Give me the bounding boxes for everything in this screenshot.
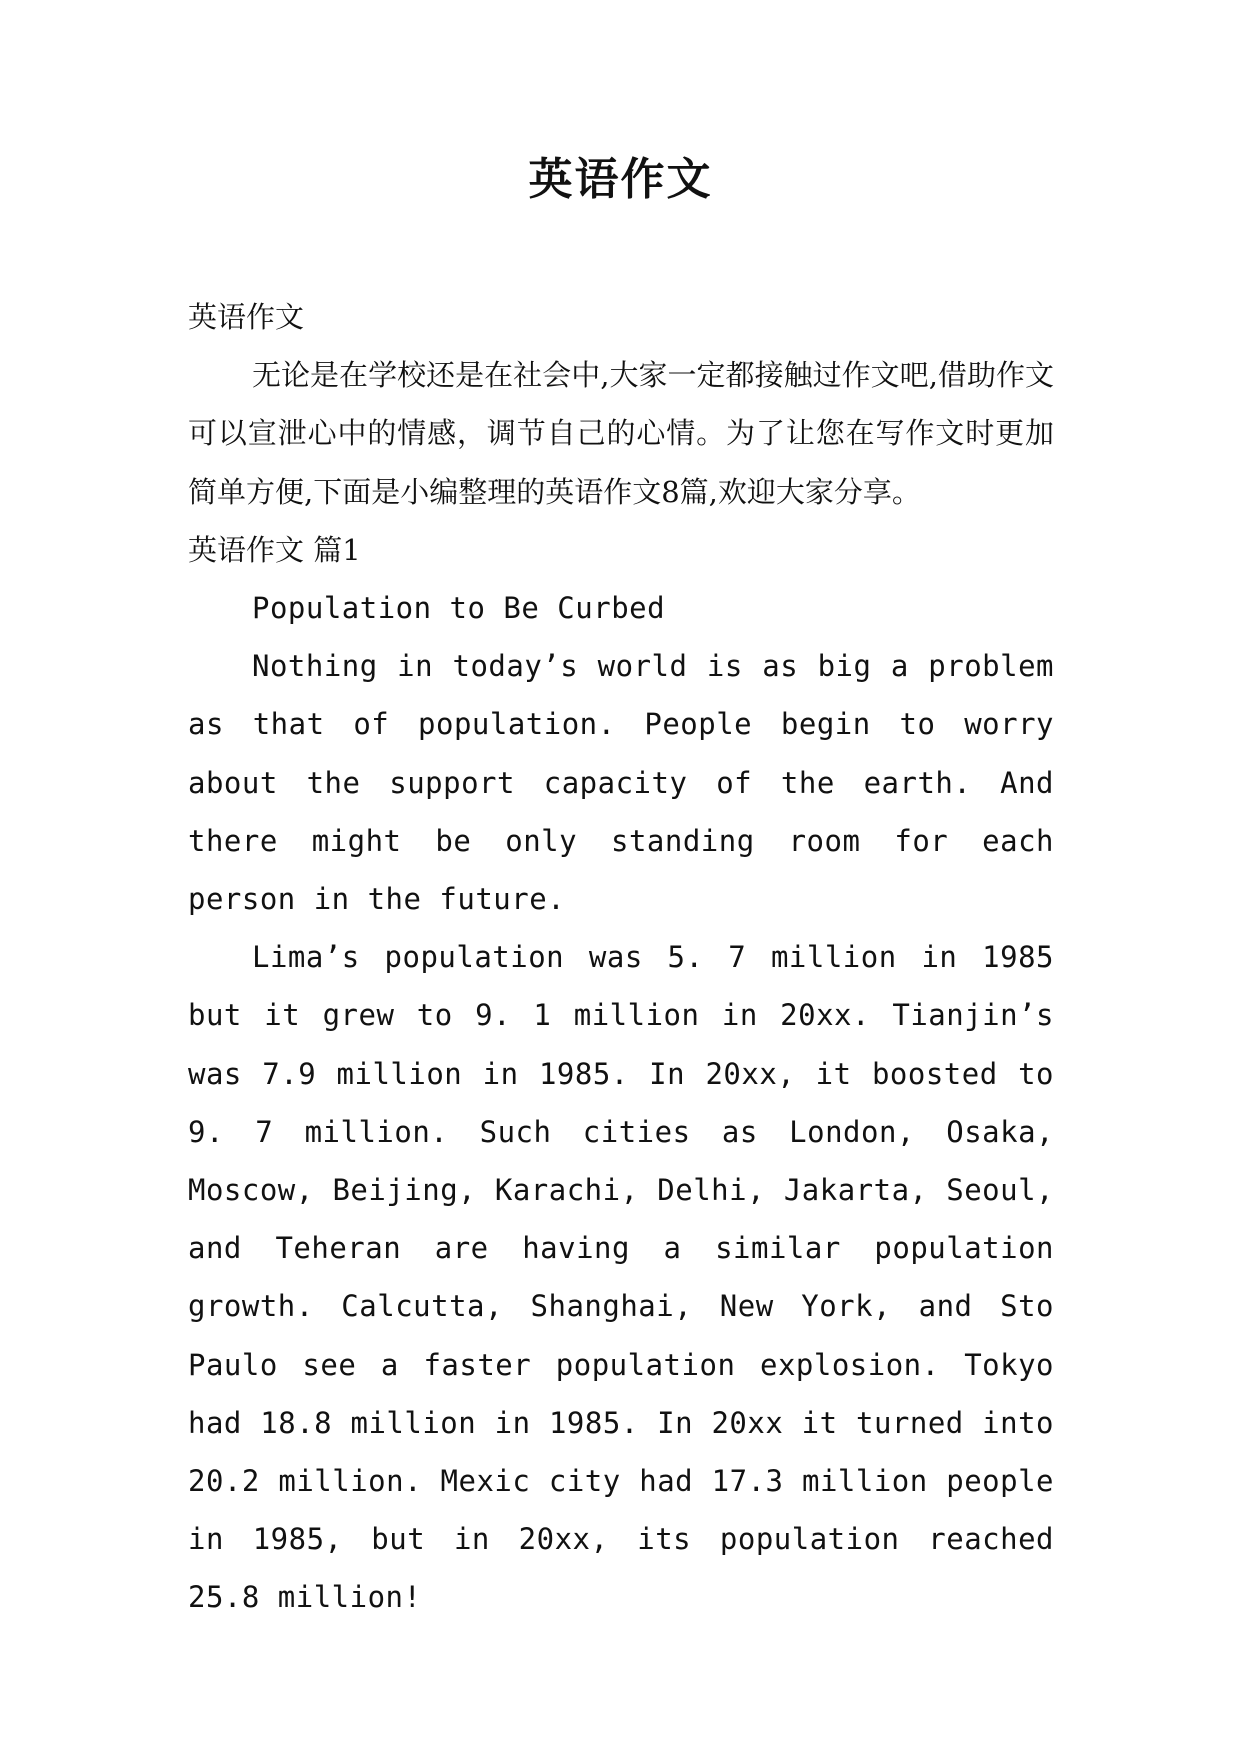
document-title: 英语作文 xyxy=(528,154,713,205)
essay-title: Population to Be Curbed xyxy=(252,591,666,626)
document-body xyxy=(188,288,1054,1627)
intro-paragraph: 无论是在学校还是在社会中,大家一定都接触过作文吧,借助作文可以宣泄心中的情感，调节自己的心情。为了让您在写作文时更加简单方便,下面是小编整理的英语作文8篇,欢迎大家分享。 xyxy=(188,358,1054,509)
essay-paragraph-2: Lima’s population was 5. 7 million in 1985 but it grew to 9. 1 million in 20xx. Tianjin’s was 7.9 million in 1985. In 20xx, it boosted to 9. 7 million. Such cities as London, Osaka, Moscow, Beijing, Karachi, Delhi, Jakarta, Seoul, and Teheran are having a similar population growth. Calcutta, Shanghai, New York, and Sto Paulo see a faster population explosion. Tokyo had 18.8 million in 1985. In 20xx it turned into 20.2 million. Mexic city had 17.3 million people in 1985, but in 20xx, its population reached 25.8 million! xyxy=(188,940,1054,1615)
essay-heading: 英语作文 篇1 xyxy=(188,532,361,567)
section-heading: 英语作文 xyxy=(188,300,305,334)
essay-paragraph-1: Nothing in today’s world is as big a problem as that of population. People begin to worry about the support capacity of the earth. And there might be only standing room for each person in the future. xyxy=(188,649,1054,917)
